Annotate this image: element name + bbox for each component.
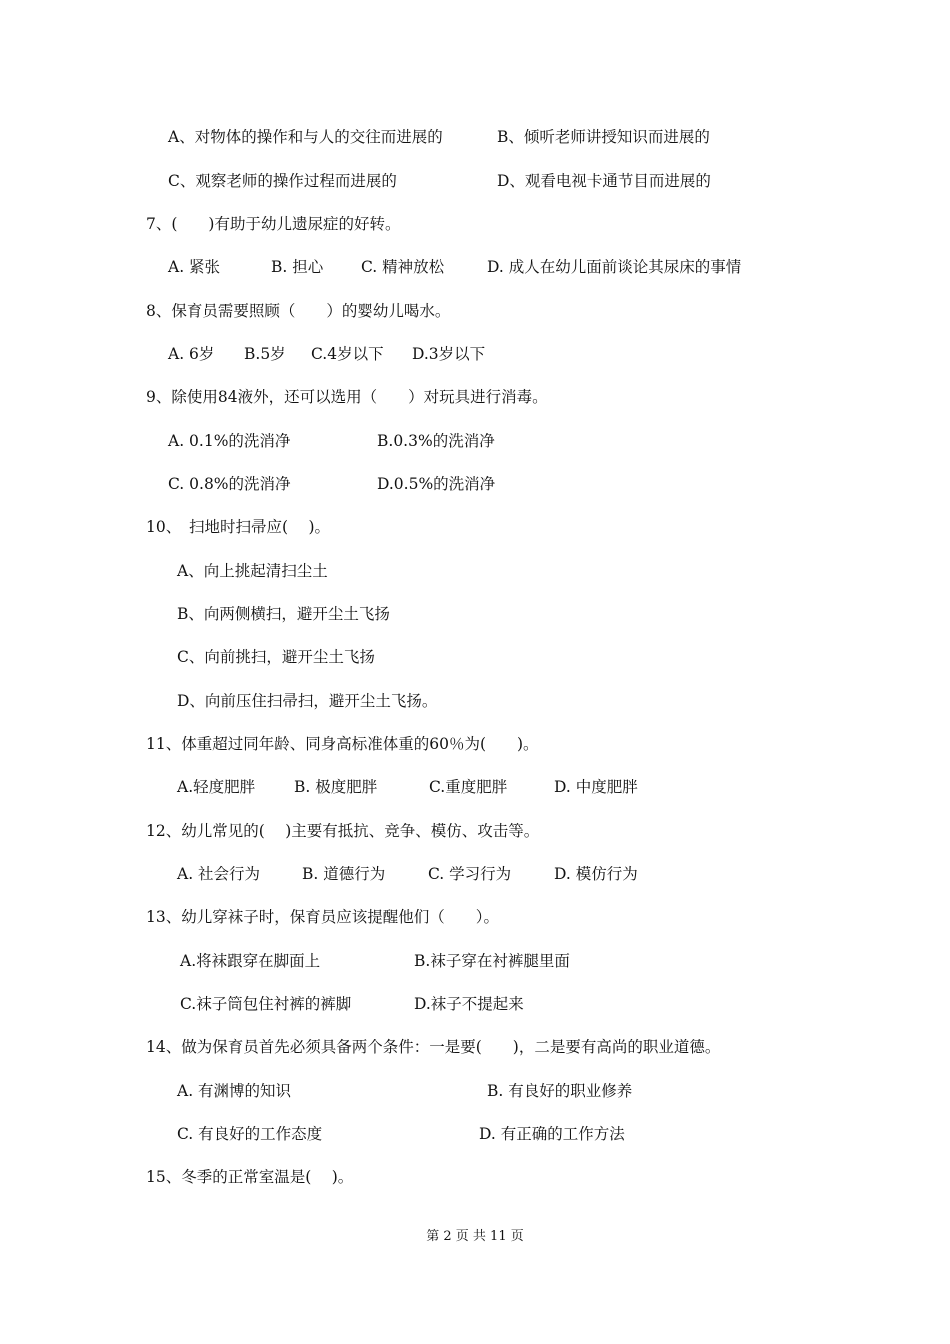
q9-option-c: C. 0.8%的洗消净 bbox=[168, 475, 291, 493]
q13-option-b: B.袜子穿在衬裤腿里面 bbox=[414, 952, 570, 970]
q14-option-c: C. 有良好的工作态度 bbox=[177, 1125, 323, 1143]
q12-option-a: A. 社会行为 bbox=[177, 865, 261, 883]
q6-option-d: D、观看电视卡通节目而进展的 bbox=[497, 172, 711, 190]
q9-option-b: B.0.3%的洗消净 bbox=[377, 432, 495, 450]
q11-option-c: C.重度肥胖 bbox=[429, 778, 508, 796]
q11-option-d: D. 中度肥胖 bbox=[554, 778, 638, 796]
q14-option-a: A. 有渊博的知识 bbox=[177, 1082, 292, 1100]
q8-option-b: B.5岁 bbox=[244, 345, 286, 363]
q12-option-d: D. 模仿行为 bbox=[554, 865, 638, 883]
q10-stem: 10、 扫地时扫帚应( )。 bbox=[146, 518, 330, 536]
q9-option-d: D.0.5%的洗消净 bbox=[377, 475, 496, 493]
q13-option-d: D.袜子不提起来 bbox=[414, 995, 524, 1013]
q9-option-a: A. 0.1%的洗消净 bbox=[168, 432, 291, 450]
q10-option-b: B、向两侧横扫，避开尘土飞扬 bbox=[177, 605, 390, 623]
q15-stem: 15、冬季的正常室温是( )。 bbox=[146, 1168, 354, 1186]
q8-option-c: C.4岁以下 bbox=[311, 345, 384, 363]
q14-stem: 14、做为保育员首先必须具备两个条件：一是要( )，二是要有高尚的职业道德。 bbox=[146, 1038, 721, 1056]
q10-option-a: A、向上挑起清扫尘土 bbox=[177, 562, 328, 580]
q6-option-a: A、对物体的操作和与人的交往而进展的 bbox=[168, 128, 443, 146]
q12-stem: 12、幼儿常见的( )主要有抵抗、竞争、模仿、攻击等。 bbox=[146, 822, 540, 840]
q7-option-a: A. 紧张 bbox=[168, 258, 221, 276]
q11-stem: 11、体重超过同年龄、同身高标准体重的60％为( )。 bbox=[146, 735, 539, 753]
q11-option-b: B. 极度肥胖 bbox=[294, 778, 378, 796]
q13-stem: 13、幼儿穿袜子时，保育员应该提醒他们（ ）。 bbox=[146, 908, 499, 926]
q14-option-b: B. 有良好的职业修养 bbox=[487, 1082, 633, 1100]
q9-stem: 9、除使用84液外，还可以选用（ ）对玩具进行消毒。 bbox=[146, 388, 548, 406]
q7-option-b: B. 担心 bbox=[271, 258, 324, 276]
q8-option-d: D.3岁以下 bbox=[412, 345, 486, 363]
q6-option-b: B、倾听老师讲授知识而进展的 bbox=[497, 128, 710, 146]
q12-option-c: C. 学习行为 bbox=[428, 865, 512, 883]
q13-option-c: C.袜子筒包住衬裤的裤脚 bbox=[180, 995, 352, 1013]
q13-option-a: A.将袜跟穿在脚面上 bbox=[180, 952, 321, 970]
q11-option-a: A.轻度肥胖 bbox=[177, 778, 256, 796]
q6-option-c: C、观察老师的操作过程而进展的 bbox=[168, 172, 397, 190]
q8-option-a: A. 6岁 bbox=[168, 345, 215, 363]
page-number-footer: 第 2 页 共 11 页 bbox=[426, 1229, 524, 1244]
q10-option-c: C、向前挑扫，避开尘土飞扬 bbox=[177, 648, 375, 666]
q10-option-d: D、向前压住扫帚扫，避开尘土飞扬。 bbox=[177, 692, 438, 710]
q8-stem: 8、保育员需要照顾（ ）的婴幼儿喝水。 bbox=[146, 302, 451, 320]
q7-option-d: D. 成人在幼儿面前谈论其尿床的事情 bbox=[487, 258, 742, 276]
q14-option-d: D. 有正确的工作方法 bbox=[479, 1125, 625, 1143]
q7-stem: 7、( )有助于幼儿遗尿症的好转。 bbox=[146, 215, 401, 233]
q12-option-b: B. 道德行为 bbox=[302, 865, 386, 883]
q7-option-c: C. 精神放松 bbox=[361, 258, 445, 276]
